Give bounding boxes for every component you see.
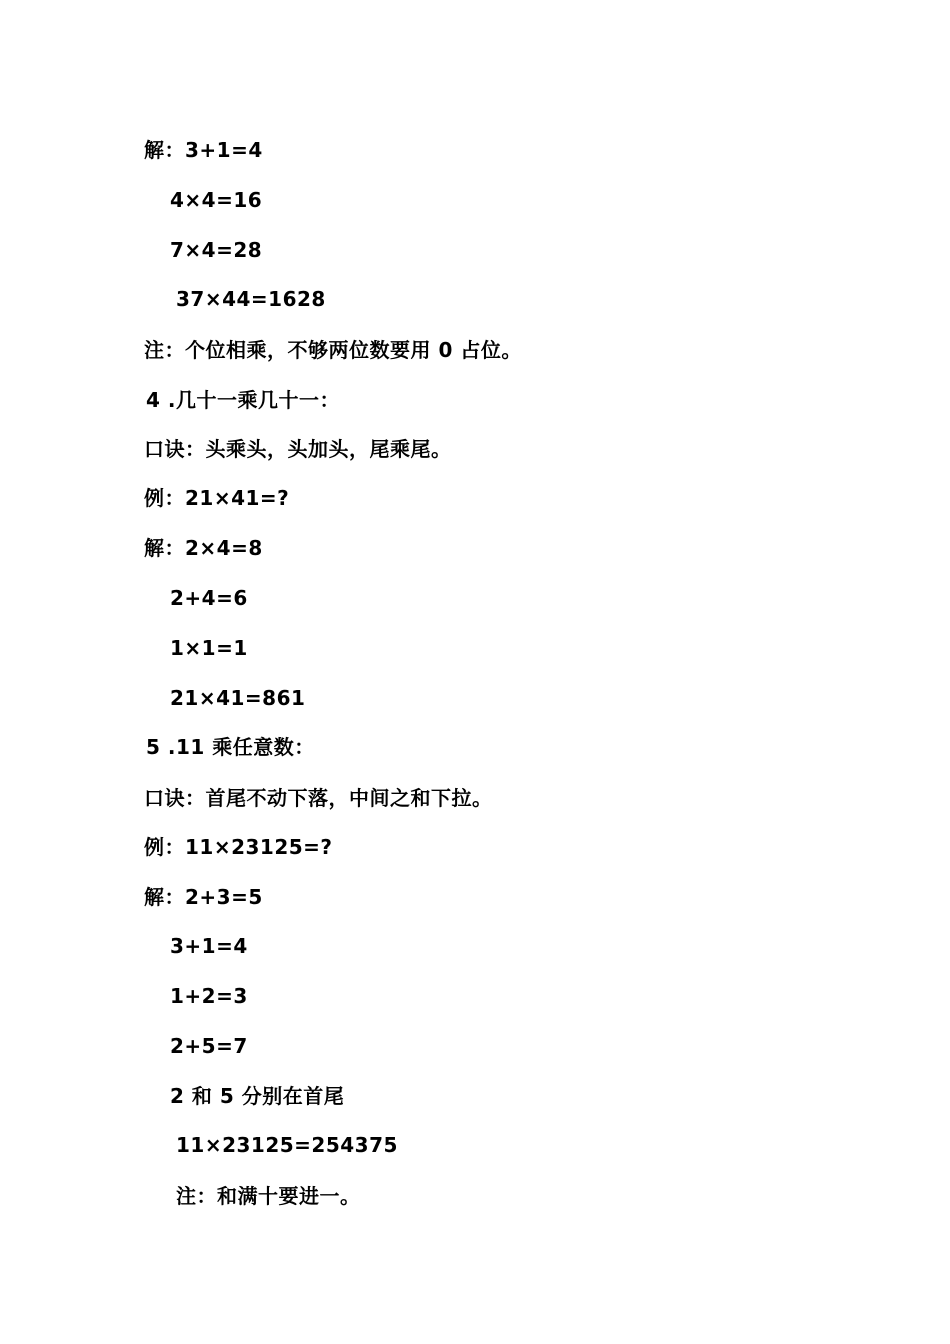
example-line: 例：11×23125=? <box>144 835 333 859</box>
example-line: 例：21×41=? <box>144 486 290 510</box>
mnemonic-line: 口诀：首尾不动下落，中间之和下拉。 <box>144 786 493 810</box>
note-line: 注：个位相乘，不够两位数要用 0 占位。 <box>144 338 522 362</box>
section-heading: 4 .几十一乘几十一： <box>146 388 340 412</box>
solution-step: 2 和 5 分别在首尾 <box>170 1084 345 1108</box>
mnemonic-line: 口诀：头乘头，头加头，尾乘尾。 <box>144 437 452 461</box>
solution-result: 37×44=1628 <box>176 287 326 311</box>
solution-step: 1+2=3 <box>170 984 248 1008</box>
solution-line: 解：2×4=8 <box>144 536 263 560</box>
solution-step: 1×1=1 <box>170 636 248 660</box>
solution-step: 4×4=16 <box>170 188 263 212</box>
solution-result: 21×41=861 <box>170 686 306 710</box>
solution-step: 3+1=4 <box>170 934 248 958</box>
solution-line: 解：2+3=5 <box>144 885 263 909</box>
solution-result: 11×23125=254375 <box>176 1133 398 1157</box>
solution-step: 7×4=28 <box>170 238 263 262</box>
note-line: 注：和满十要进一。 <box>176 1184 361 1208</box>
solution-line: 解：3+1=4 <box>144 138 263 162</box>
solution-step: 2+5=7 <box>170 1034 248 1058</box>
section-heading: 5 .11 乘任意数： <box>146 735 315 759</box>
solution-step: 2+4=6 <box>170 586 248 610</box>
